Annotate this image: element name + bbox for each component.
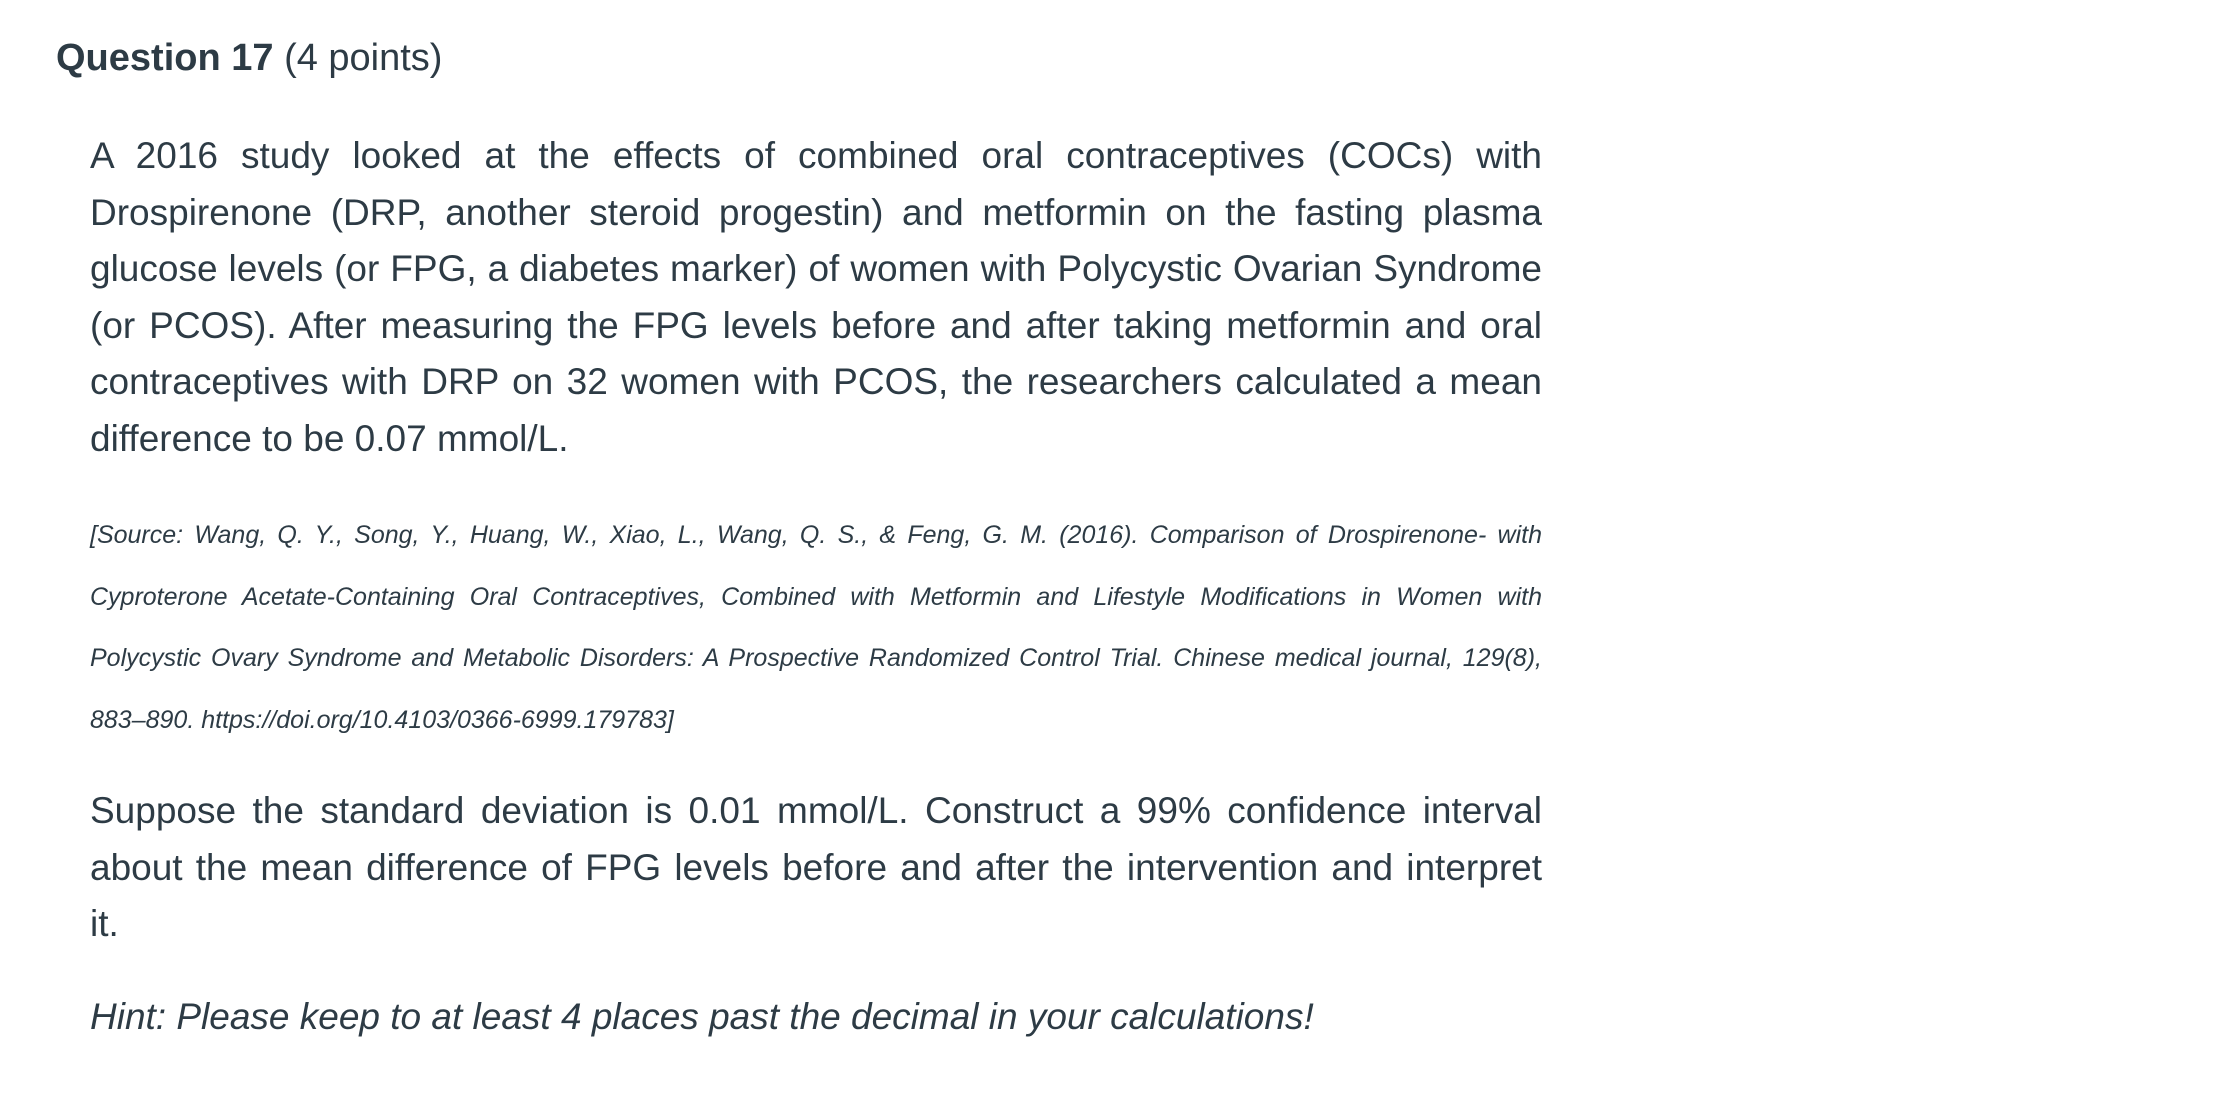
question-intro-paragraph: A 2016 study looked at the effects of combined oral contraceptives (COCs) with Drospirenone (DRP, another steroid progestin) and metformin on the fasting plasma glucose levels (or FPG, a diabetes marker) of women with Polycystic Ovarian Syndrome (or PCOS). After measuring the FPG levels before and after taking metformin and oral contraceptives with DRP on 32 women with PCOS, the researchers calculated a mean difference to be 0.07 mmol/L.: [90, 135, 1542, 459]
question-header: [56, 30, 442, 86]
question-title: Question 17: [56, 37, 274, 79]
question-task-paragraph: Suppose the standard deviation is 0.01 mmol/L. Construct a 99% confidence interval about the mean difference of FPG levels before and after the intervention and interpret it.: [90, 790, 1542, 944]
question-body: [90, 128, 1542, 1045]
question-points: (4 points): [284, 37, 443, 79]
hint-text: Hint: Please keep to at least 4 places past the decimal in your calculations!: [90, 995, 1314, 1037]
source-citation: [Source: Wang, Q. Y., Song, Y., Huang, W., Xiao, L., Wang, Q. S., & Feng, G. M. (2016). Comparison of Drospirenone- with Cyproterone Acetate-Containing Oral Contraceptives, Combined with Metformin and Lifestyle Modifications in Women with Polycystic Ovary Syndrome and Metabolic Disorders: A Prospective Randomized Control Trial. Chinese medical journal, 129(8), 883–890. https://doi.org/10.4103/0366-6999.179783]: [90, 521, 1542, 734]
